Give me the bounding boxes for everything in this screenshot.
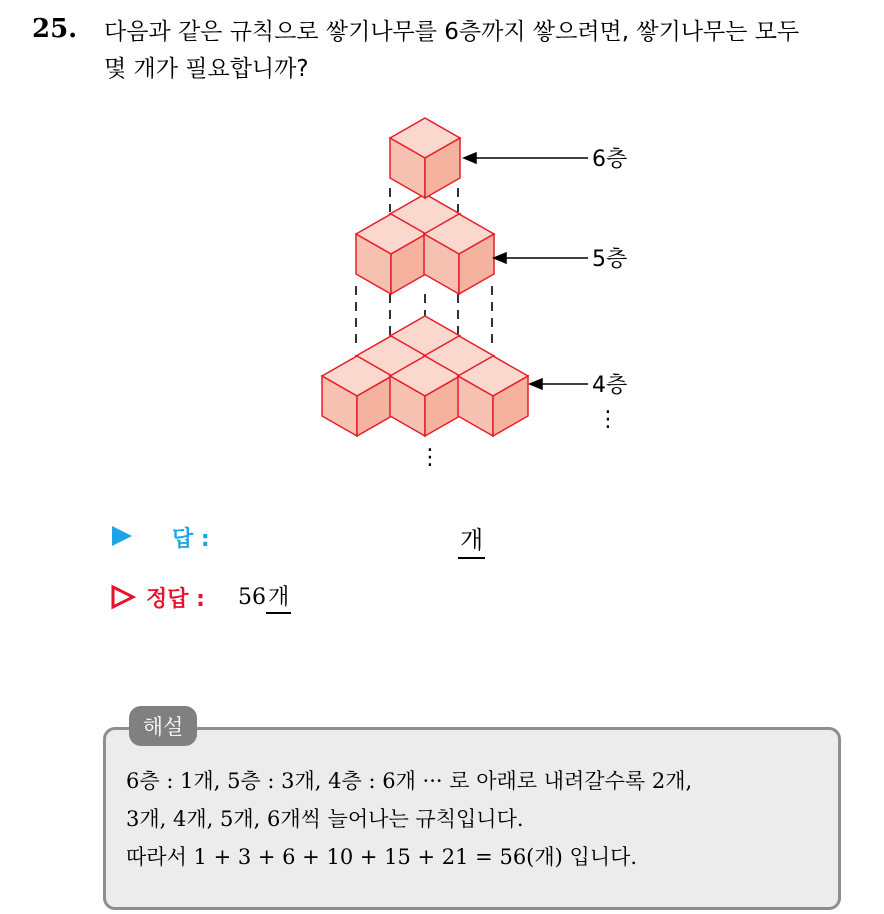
correct-value-number: 56 — [238, 585, 266, 610]
continuation-dots-bottom: ⋮ — [419, 445, 441, 470]
explanation-line-2: 3개, 4개, 5개, 6개씩 늘어나는 규칙입니다. — [126, 807, 524, 831]
question-text — [104, 14, 874, 88]
continuation-dots-right: ⋮ — [597, 407, 619, 432]
label-4th-floor: 4층 — [592, 373, 628, 398]
answer-blank-unit[interactable]: 개 — [458, 520, 485, 559]
explanation-tag: 해설 — [129, 706, 197, 746]
correct-answer-label: 정답 : — [146, 587, 205, 612]
explanation-text — [126, 762, 836, 876]
layer-5-cubes — [356, 194, 494, 294]
correct-arrow-icon — [110, 584, 136, 610]
answer-label: 답 : — [172, 527, 210, 552]
explanation-line-3: 따라서 1 + 3 + 6 + 10 + 15 + 21 = 56(개) 입니다. — [126, 845, 638, 869]
question-line-1: 다음과 같은 규칙으로 쌓기나무를 6층까지 쌓으려면, 쌓기나무는 모두 — [104, 19, 800, 45]
layer-6-cube — [390, 118, 460, 198]
answer-arrow-icon — [110, 524, 134, 548]
layer-4-cubes — [322, 316, 528, 436]
correct-answer-value — [238, 580, 291, 611]
question-line-2: 몇 개가 필요합니까? — [104, 56, 309, 82]
correct-value-unit: 개 — [266, 585, 291, 614]
explanation-line-1: 6층 : 1개, 5층 : 3개, 4층 : 6개 ··· 로 아래로 내려갈수록 2개, — [126, 769, 693, 793]
label-5th-floor: 5층 — [592, 247, 628, 272]
stacked-cubes-figure — [300, 108, 660, 478]
question-number: 25. — [32, 14, 78, 44]
answer-row — [110, 518, 710, 554]
correct-answer-row — [110, 578, 710, 618]
label-6th-floor: 6층 — [592, 147, 628, 172]
